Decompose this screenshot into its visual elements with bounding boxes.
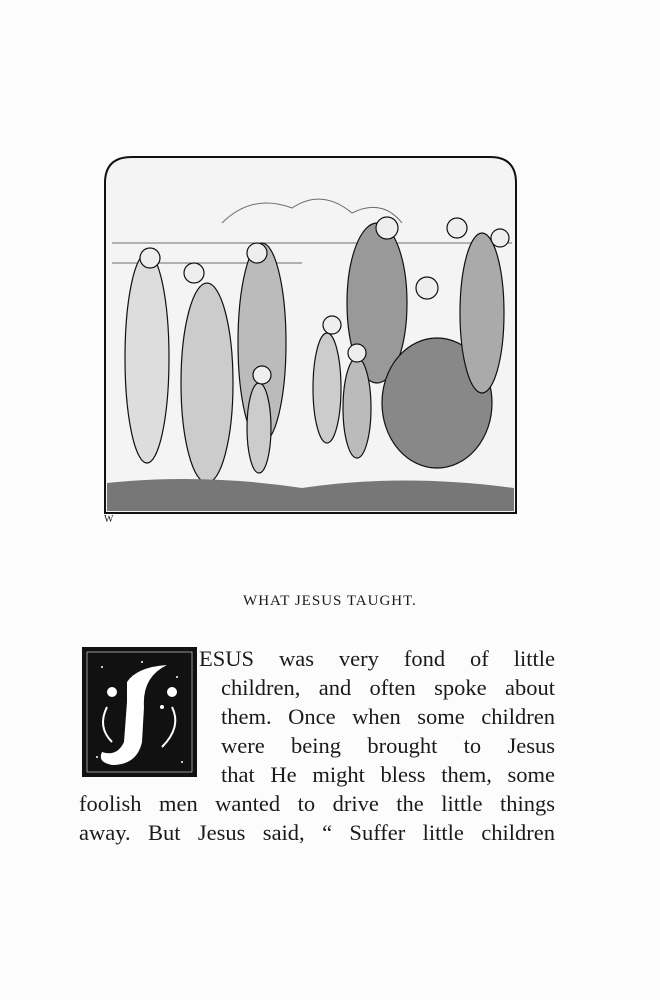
text-line: children, and often spoke about [221, 675, 555, 700]
text-line: ESUS was very fond of little [199, 646, 555, 671]
chapter-title: WHAT JESUS TAUGHT. [243, 593, 417, 609]
illustration-engraving [102, 153, 520, 515]
svg-text:J: J [139, 727, 140, 728]
engraver-signature: W [104, 514, 114, 525]
text-line: away. But Jesus said, “ Suffer little children [79, 820, 555, 845]
text-line: them. Once when some children [221, 704, 555, 729]
text-line: that He might bless them, some [221, 762, 555, 787]
text-line: foolish men wanted to drive the little things [79, 791, 555, 816]
text-line: were being brought to Jesus [221, 733, 555, 758]
decorated-initial-j [82, 647, 197, 777]
